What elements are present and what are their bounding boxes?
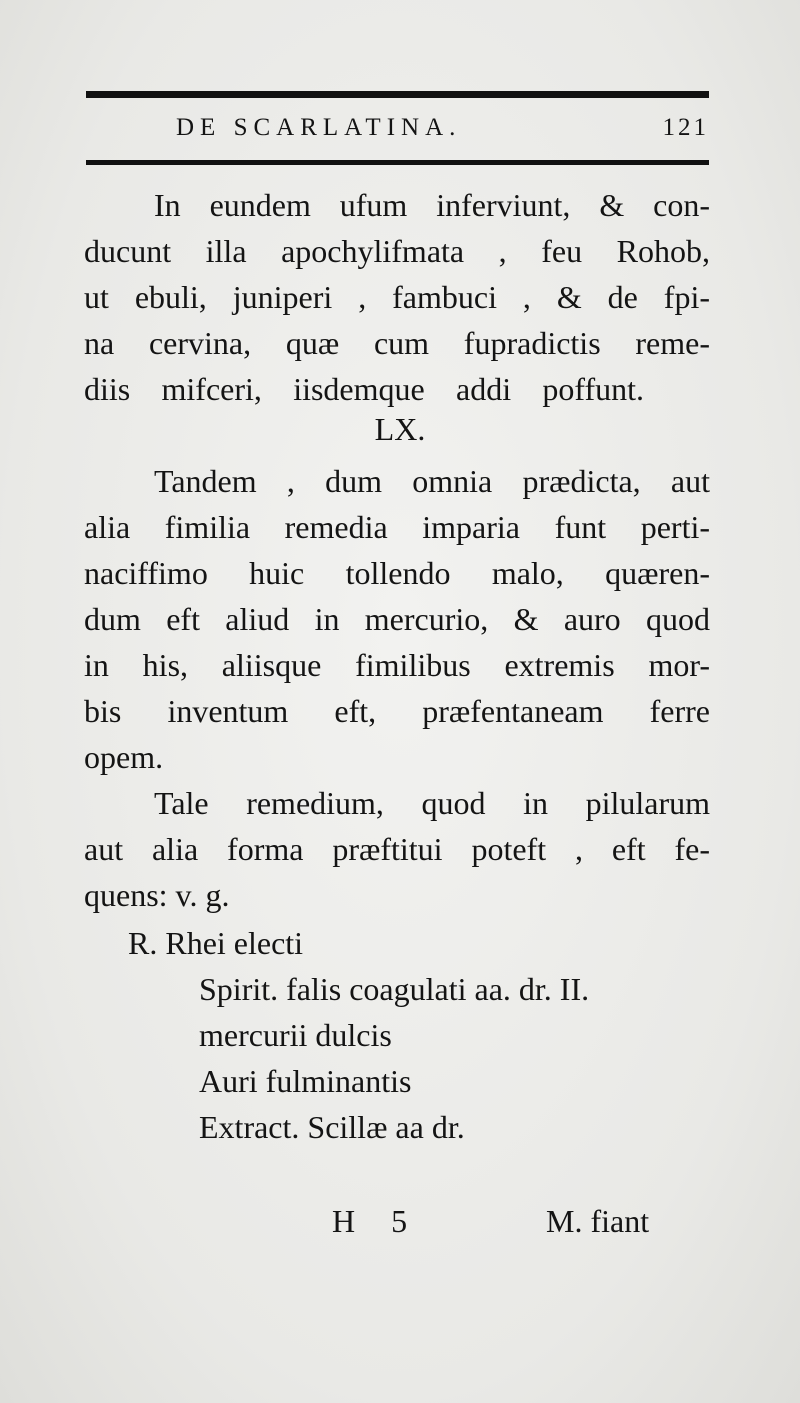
text-line: na cervina, quæ cum fupradictis reme- <box>84 325 710 361</box>
section-heading: LX. <box>374 411 426 447</box>
recipe-item: Extract. Scillæ aa dr. <box>199 1109 465 1145</box>
recipe-item: Auri fulminantis <box>199 1063 412 1099</box>
text-line: dum eft aliud in mercurio, & auro quod <box>84 601 710 637</box>
text-line: diis mifceri, iisdemque addi poffunt. <box>84 371 644 407</box>
header-rule-top <box>86 91 709 98</box>
header-rule-bottom <box>86 160 709 165</box>
running-head <box>176 114 709 142</box>
running-head-title: DE SCARLATINA. <box>176 114 462 141</box>
recipe-item: Spirit. falis coagulati aa. dr. II. <box>199 971 590 1007</box>
text-line: Tale remedium, quod in pilularum <box>154 785 710 821</box>
text-line: In eundem ufum inferviunt, & con- <box>154 187 710 223</box>
text-line: ut ebuli, juniperi , fambuci , & de fpi- <box>84 279 710 315</box>
text-line: in his, aliisque fimilibus extremis mor- <box>84 647 710 683</box>
text-line: Tandem , dum omnia prædicta, aut <box>154 463 710 499</box>
recipe-first-line: R. Rhei electi <box>128 925 304 961</box>
text-line: alia fimilia remedia imparia funt perti- <box>84 509 710 545</box>
page-number: 121 <box>662 114 709 141</box>
text-line: bis inventum eft, præfentaneam ferre <box>84 693 710 729</box>
signature-mark: H 5 <box>332 1203 422 1239</box>
recipe-item: mercurii dulcis <box>199 1017 392 1053</box>
text-line: ducunt illa apochylifmata , feu Rohob, <box>84 233 710 269</box>
text-line: aut alia forma præftitui poteft , eft fe- <box>84 831 710 867</box>
text-line: naciffimo huic tollendo malo, quæren- <box>84 555 710 591</box>
catchword: M. fiant <box>546 1203 650 1239</box>
text-line: opem. <box>84 739 164 775</box>
text-line: quens: v. g. <box>84 877 230 913</box>
